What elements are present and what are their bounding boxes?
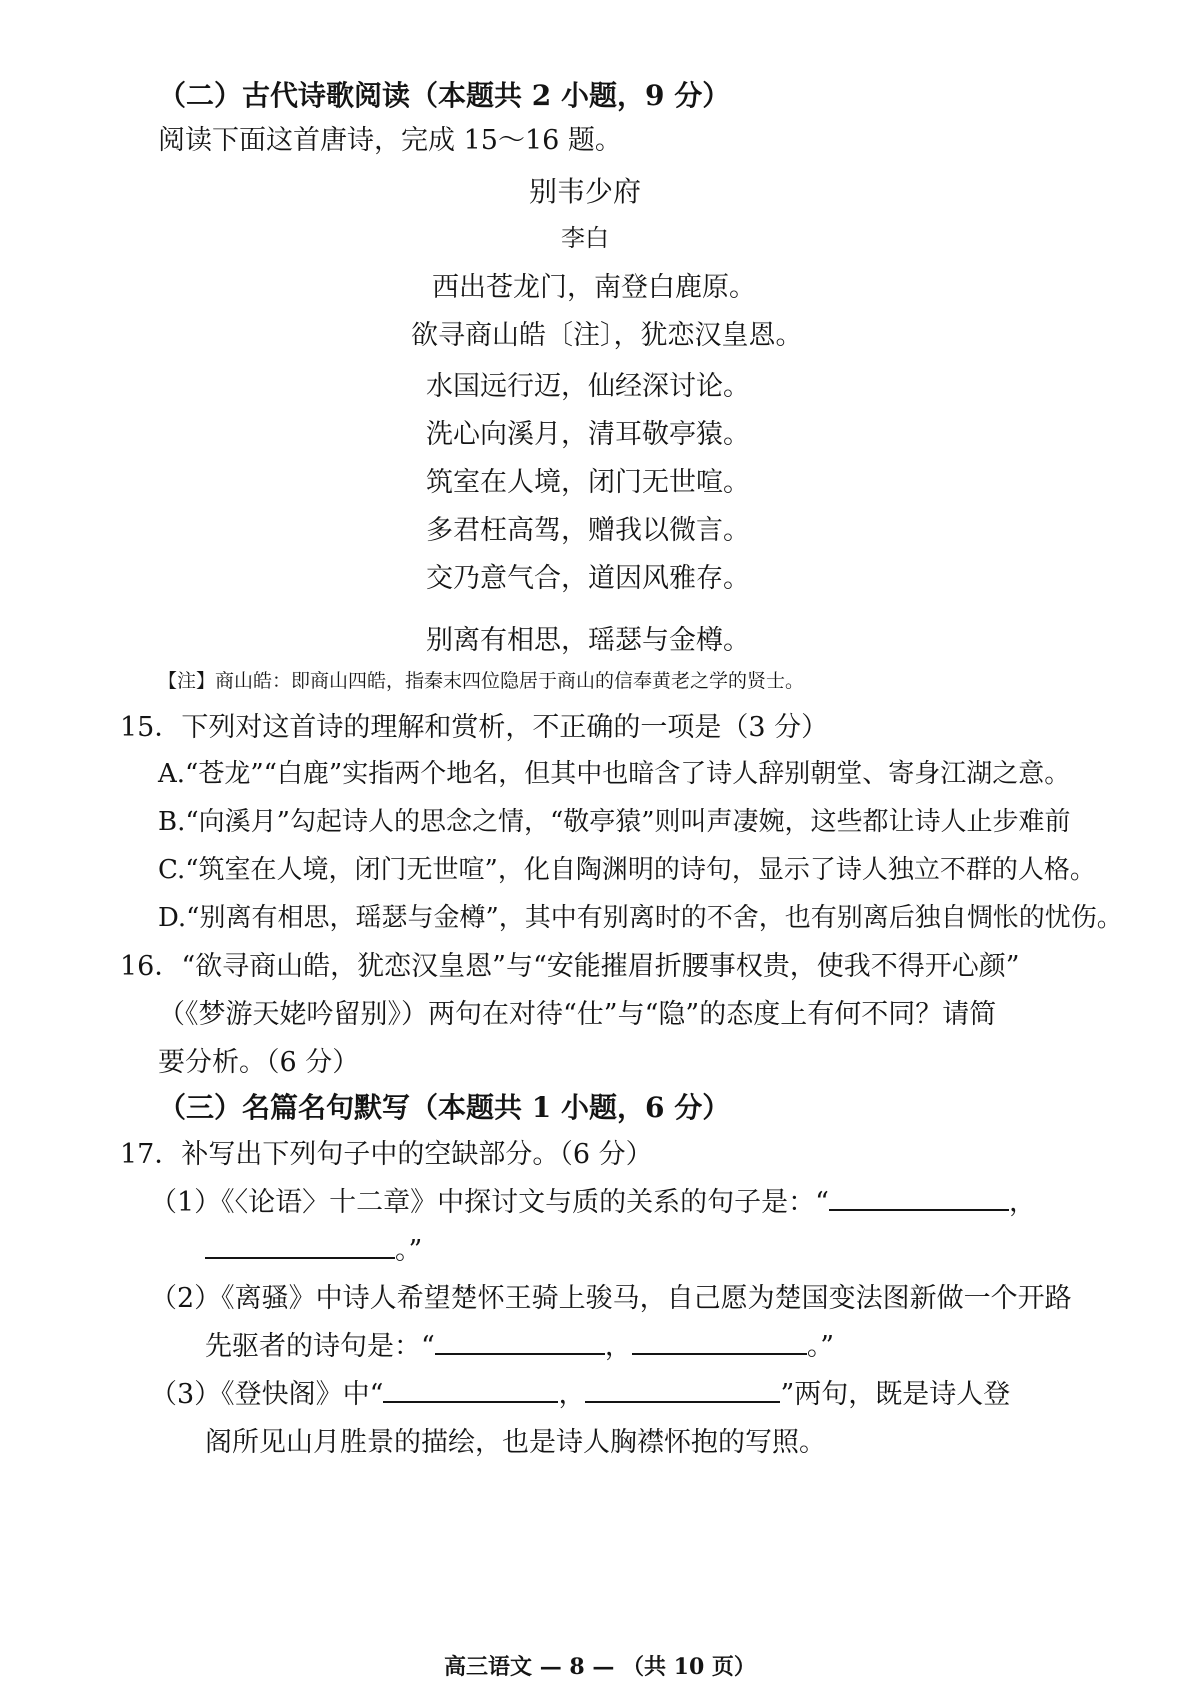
part-2-prefix: 先驱者的诗句是：“ — [205, 1331, 435, 1362]
blank-separator: ， — [1008, 1187, 1036, 1218]
question-17-part-3-cont: 阁所见山月胜景的描绘，也是诗人胸襟怀抱的写照。 — [205, 1427, 826, 1458]
blank-end: 。” — [806, 1331, 835, 1362]
question-15-option-c: C.“筑室在人境，闭门无世喧”，化自陶渊明的诗句，显示了诗人独立不群的人格。 — [158, 855, 1096, 885]
question-16-line3: 要分析。（6 分） — [158, 1047, 360, 1078]
poem-line: 西出苍龙门，南登白鹿原。 — [432, 272, 756, 303]
answer-blank[interactable] — [829, 1185, 1009, 1211]
poem-author: 李白 — [561, 224, 609, 252]
poem-title: 别韦少府 — [528, 175, 641, 208]
section-heading-poetry: （二）古代诗歌阅读（本题共 2 小题，9 分） — [158, 79, 731, 112]
answer-blank[interactable] — [585, 1377, 780, 1403]
question-17-part-2: （2）《离骚》中诗人希望楚怀王骑上骏马，自己愿为楚国变法图新做一个开路 — [150, 1283, 1072, 1314]
question-17-part-3 — [150, 1372, 1010, 1411]
answer-blank[interactable] — [383, 1377, 558, 1403]
question-15-option-b: B.“向溪月”勾起诗人的思念之情，“敬亭猿”则叫声凄婉，这些都让诗人止步难前 — [158, 807, 1071, 837]
poem-line: 水国远行迈，仙经深讨论。 — [426, 371, 750, 402]
question-17-part-1-cont — [205, 1228, 422, 1267]
poem-line: 交乃意气合，道因风雅存。 — [426, 563, 750, 594]
question-16-line1: 16．“欲寻商山皓，犹恋汉皇恩”与“安能摧眉折腰事权贵，使我不得开心颜” — [120, 951, 1020, 982]
blank-separator: ， — [558, 1379, 586, 1410]
question-17-part-1 — [150, 1180, 1036, 1219]
reading-instruction: 阅读下面这首唐诗，完成 15～16 题。 — [158, 125, 622, 156]
poem-line: 别离有相思，瑶瑟与金樽。 — [426, 625, 750, 656]
part-3-suffix: ”两句，既是诗人登 — [780, 1379, 1011, 1410]
poem-note: 【注】商山皓：即商山四皓，指秦末四位隐居于商山的信奉黄老之学的贤士。 — [158, 670, 805, 692]
section-heading-recitation: （三）名篇名句默写（本题共 1 小题，6 分） — [158, 1091, 731, 1124]
answer-blank[interactable] — [205, 1233, 395, 1259]
question-15-option-a: A.“苍龙”“白鹿”实指两个地名，但其中也暗含了诗人辞别朝堂、寄身江湖之意。 — [158, 759, 1071, 789]
question-15-option-d: D.“别离有相思，瑶瑟与金樽”，其中有别离时的不舍，也有别离后独自惆怅的忧伤。 — [158, 903, 1123, 933]
answer-blank[interactable] — [435, 1329, 605, 1355]
part-1-text: （1）《〈论语〉十二章》中探讨文与质的关系的句子是：“ — [150, 1187, 829, 1218]
page-footer: 高三语文 — 8 — （共 10 页） — [444, 1654, 756, 1680]
blank-separator: ， — [604, 1331, 632, 1362]
question-16-line2: （《梦游天姥吟留别》）两句在对待“仕”与“隐”的态度上有何不同？请简 — [158, 999, 997, 1030]
question-15-stem: 15．下列对这首诗的理解和赏析，不正确的一项是（3 分） — [120, 712, 829, 743]
poem-line: 筑室在人境，闭门无世喧。 — [426, 467, 750, 498]
answer-blank[interactable] — [632, 1329, 807, 1355]
part-3-prefix: （3）《登快阁》中“ — [150, 1379, 384, 1410]
poem-line: 多君枉高驾，赠我以微言。 — [426, 515, 750, 546]
question-17-stem: 17．补写出下列句子中的空缺部分。（6 分） — [120, 1139, 653, 1170]
question-17-part-2-cont — [205, 1324, 834, 1363]
poem-line: 欲寻商山皓〔注〕，犹恋汉皇恩。 — [411, 320, 803, 351]
poem-line: 洗心向溪月，清耳敬亭猿。 — [426, 419, 750, 450]
blank-end: 。” — [395, 1235, 423, 1266]
